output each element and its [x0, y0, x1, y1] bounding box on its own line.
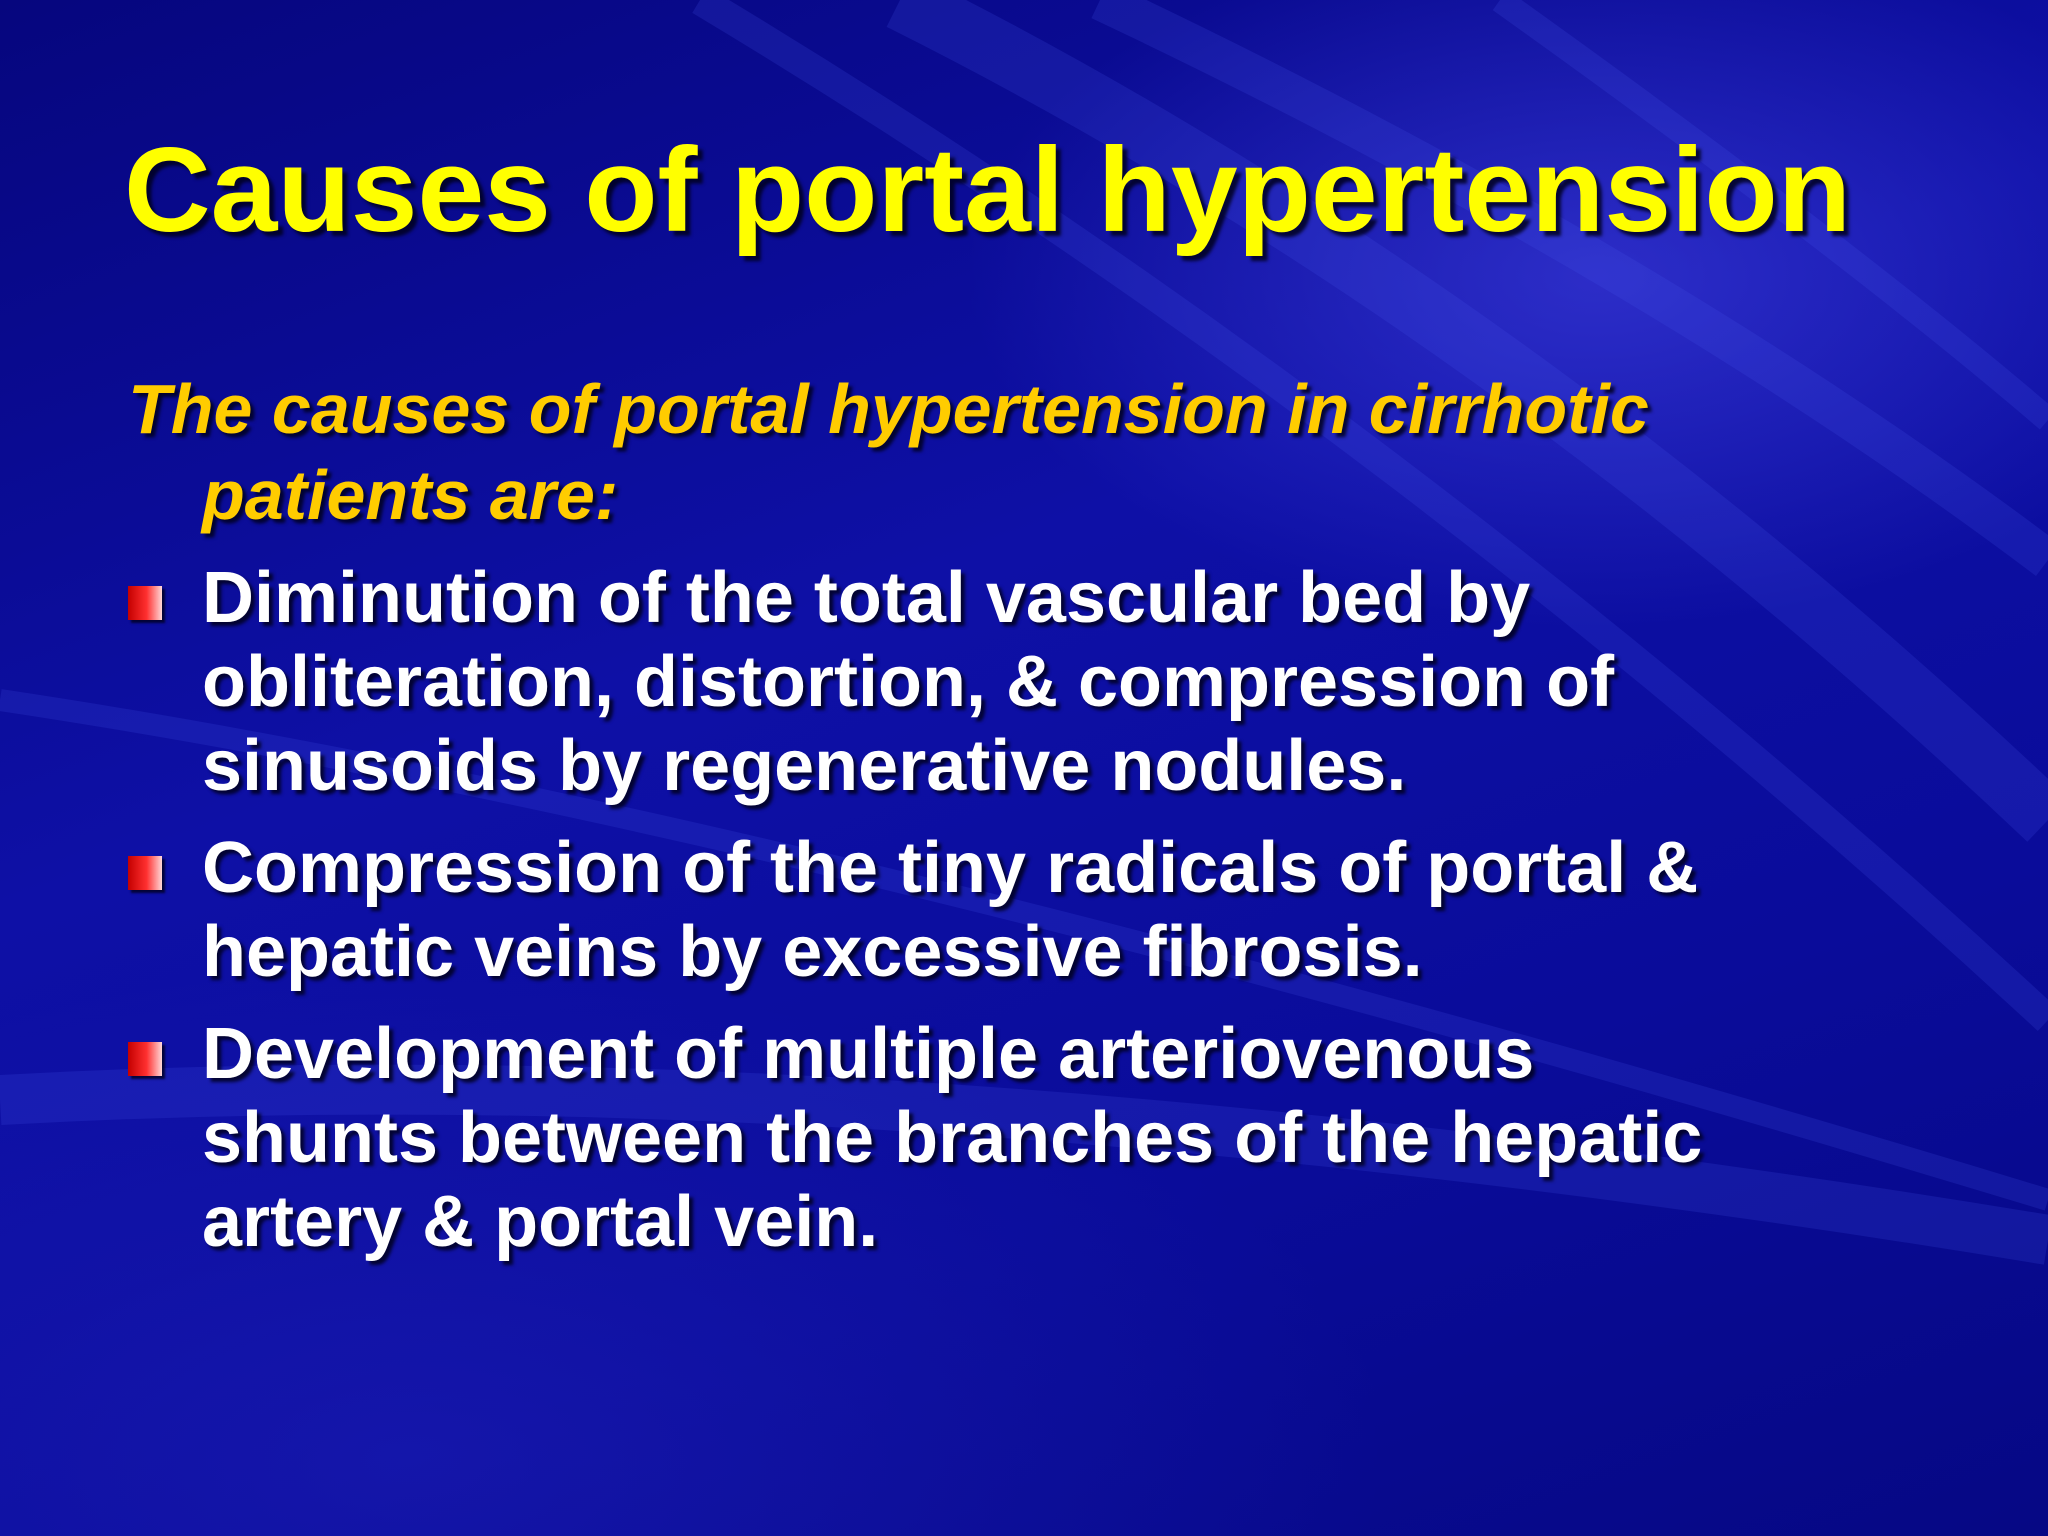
bullet-line: Diminution of the total vascular bed by — [202, 558, 1531, 638]
intro-text — [128, 366, 1928, 538]
bullet-line: Compression of the tiny radicals of portal & — [202, 828, 1699, 908]
bullet-item — [128, 556, 1988, 808]
bullet-line: artery & portal vein. — [202, 1182, 879, 1262]
bullet-line: hepatic veins by excessive fibrosis. — [202, 912, 1423, 992]
bullet-line: Development of multiple arteriovenous — [202, 1014, 1535, 1094]
slide-title: Causes of portal hypertension — [124, 123, 1851, 257]
bullet-square-icon — [128, 856, 162, 890]
bullet-line: obliteration, distortion, & compression of — [202, 642, 1615, 722]
bullet-item — [128, 1012, 1988, 1264]
bullet-square-icon — [128, 586, 162, 620]
intro-line: The causes of portal hypertension in cirrhotic — [128, 370, 1649, 448]
bullet-item — [128, 826, 1988, 994]
bullet-list — [128, 556, 1988, 1282]
bullet-line: sinusoids by regenerative nodules. — [202, 726, 1407, 806]
intro-line: patients are: — [202, 456, 619, 534]
bullet-line: shunts between the branches of the hepatic — [202, 1098, 1703, 1178]
bullet-square-icon — [128, 1042, 162, 1076]
